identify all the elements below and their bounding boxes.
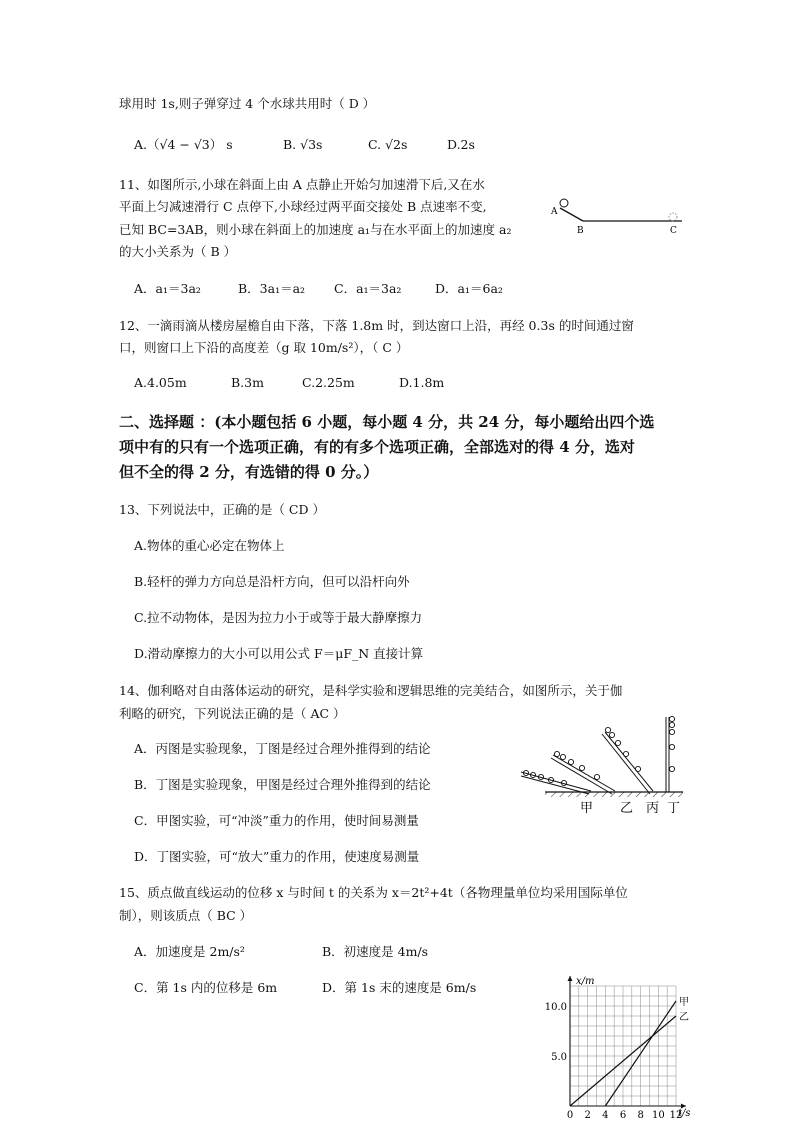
section-2-header-line3: 但不全的得 2 分，有选错的得 0 分。）: [119, 463, 379, 481]
xt-chart: [530, 968, 702, 1120]
q13-stem: 13、下列说法中，正确的是（ CD ）: [119, 502, 325, 517]
q13-option-b: B.轻杆的弹力方向总是沿杆方向，但可以沿杆向外: [134, 574, 410, 589]
y-axis-label: x/m: [576, 976, 595, 987]
x-tick-label: 2: [584, 1110, 591, 1120]
option-b: B．初速度是 4m/s: [322, 944, 429, 959]
q15-options-row1: [134, 944, 494, 962]
q13-option-c: C.拉不动物体，是因为拉力小于或等于最大静摩擦力: [134, 610, 423, 625]
incline-bing: [602, 727, 653, 794]
q11-stem-line4: 的大小关系为（ B ）: [119, 244, 237, 259]
galileo-figure: [517, 712, 689, 816]
q14-stem-line2: 利略的研究，下列说法正确的是（ AC ）: [119, 706, 346, 721]
series-label-yi: 乙: [679, 1012, 689, 1023]
label-b: B: [577, 226, 584, 236]
y-tick-label: 5.0: [551, 1052, 567, 1063]
q12-options: [134, 375, 474, 393]
option-c: C.2.25m: [302, 375, 355, 390]
q10-stem-tail: 球用时 1s,则子弹穿过 4 个水球共用时（ D ）: [119, 96, 376, 111]
q10-options: [134, 137, 494, 155]
label-bing: 丙: [646, 801, 660, 816]
option-a: A.4.05m: [134, 375, 187, 390]
option-d: D.1.8m: [399, 375, 445, 390]
q15-stem-line2: 制），则该质点（ BC ）: [119, 908, 253, 923]
y-axis-arrow: [568, 976, 573, 981]
q14-stem-line1: 14、伽利略对自由落体运动的研究，是科学实验和逻辑思维的完美结合，如图所示，关于伽: [119, 683, 623, 698]
q14-option-d: D．丁图实验，可“放大”重力的作用，使速度易测量: [134, 849, 420, 864]
x-axis-label: t/s: [678, 1108, 691, 1119]
label-yi: 乙: [620, 801, 634, 816]
y-tick-label: 10.0: [544, 1002, 567, 1013]
x-tick-label: 0: [566, 1110, 574, 1120]
option-b: B．3a₁＝a₂: [238, 281, 306, 296]
option-a: A．a₁＝3a₂: [134, 281, 201, 296]
incline-line: [560, 208, 583, 221]
chart-grid: [570, 986, 676, 1106]
chart-ticks: [545, 1002, 683, 1120]
q13-option-a: A.物体的重心必定在物体上: [134, 538, 285, 553]
option-a: A.（√4 − √3） s: [134, 137, 233, 152]
q15-options-row2: [134, 980, 494, 998]
x-tick-label: 6: [619, 1110, 627, 1120]
q12-stem-line1: 12、一滴雨滴从楼房屋檐自由下落，下落 1.8m 时，到达窗口上沿，再经 0.3s 的时间通过窗: [119, 318, 634, 333]
q12-stem-line2: 口，则窗口上下沿的高度差（g 取 10m/s²），（ C ）: [119, 340, 409, 355]
option-d: D.2s: [447, 137, 475, 152]
q15-stem-line1: 15、质点做直线运动的位移 x 与时间 t 的关系为 x＝2t²+4t（各物理量单位均采用国际单位: [119, 885, 628, 900]
x-tick-label: 4: [602, 1110, 609, 1120]
x-tick-label: 12: [669, 1110, 683, 1120]
q14-option-c: C．甲图实验，可“冲淡”重力的作用，使时间易测量: [134, 813, 419, 828]
option-d: D．第 1s 末的速度是 6m/s: [322, 980, 477, 995]
q11-options: [134, 281, 514, 299]
x-tick-label: 10: [651, 1110, 665, 1120]
q11-stem-line2: 平面上匀减速滑行 C 点停下,小球经过两平面交接处 B 点速率不变,: [119, 199, 487, 214]
label-jia: 甲: [580, 801, 594, 816]
section-2-header-line1: 二、选择题 ：(本小题包括 6 小题，每小题 4 分，共 24 分，每小题给出四个选: [119, 413, 655, 431]
ball-at-a: [560, 199, 568, 207]
q14-option-a: A．丙图是实验现象，丁图是经过合理外推得到的结论: [134, 741, 431, 756]
option-c: C．第 1s 内的位移是 6m: [134, 980, 278, 995]
q14-option-b: B．丁图是实验现象，甲图是经过合理外推得到的结论: [134, 777, 431, 792]
option-a: A．加速度是 2m/s²: [134, 944, 245, 959]
option-b: B. √3s: [283, 137, 323, 152]
option-b: B.3m: [231, 375, 264, 390]
label-a: A: [551, 207, 558, 217]
x-tick-label: 8: [637, 1110, 644, 1120]
label-ding: 丁: [667, 801, 681, 816]
ball-at-c: [669, 213, 677, 221]
option-c: C．a₁＝3a₂: [334, 281, 402, 296]
label-c: C: [670, 226, 677, 236]
option-c: C. √2s: [368, 137, 408, 152]
section-2-header-line2: 项中有的只有一个选项正确，有的有多个选项正确，全部选对的得 4 分，选对: [119, 438, 635, 456]
incline-figure: [546, 196, 686, 238]
vertical-ding: [666, 716, 675, 792]
ground-hatch: [545, 792, 683, 797]
incline-yi: [551, 751, 615, 794]
q11-stem-line1: 11、如图所示,小球在斜面上由 A 点静止开始匀加速滑下后,又在水: [119, 177, 485, 192]
q11-stem-line3: 已知 BC=3AB，则小球在斜面上的加速度 a₁与在水平面上的加速度 a₂: [119, 222, 512, 237]
incline-jia: [521, 770, 591, 794]
option-d: D．a₁＝6a₂: [435, 281, 503, 296]
series-label-jia: 甲: [679, 997, 689, 1008]
q13-option-d: D.滑动摩擦力的大小可以用公式 F＝μF_N 直接计算: [134, 646, 424, 661]
